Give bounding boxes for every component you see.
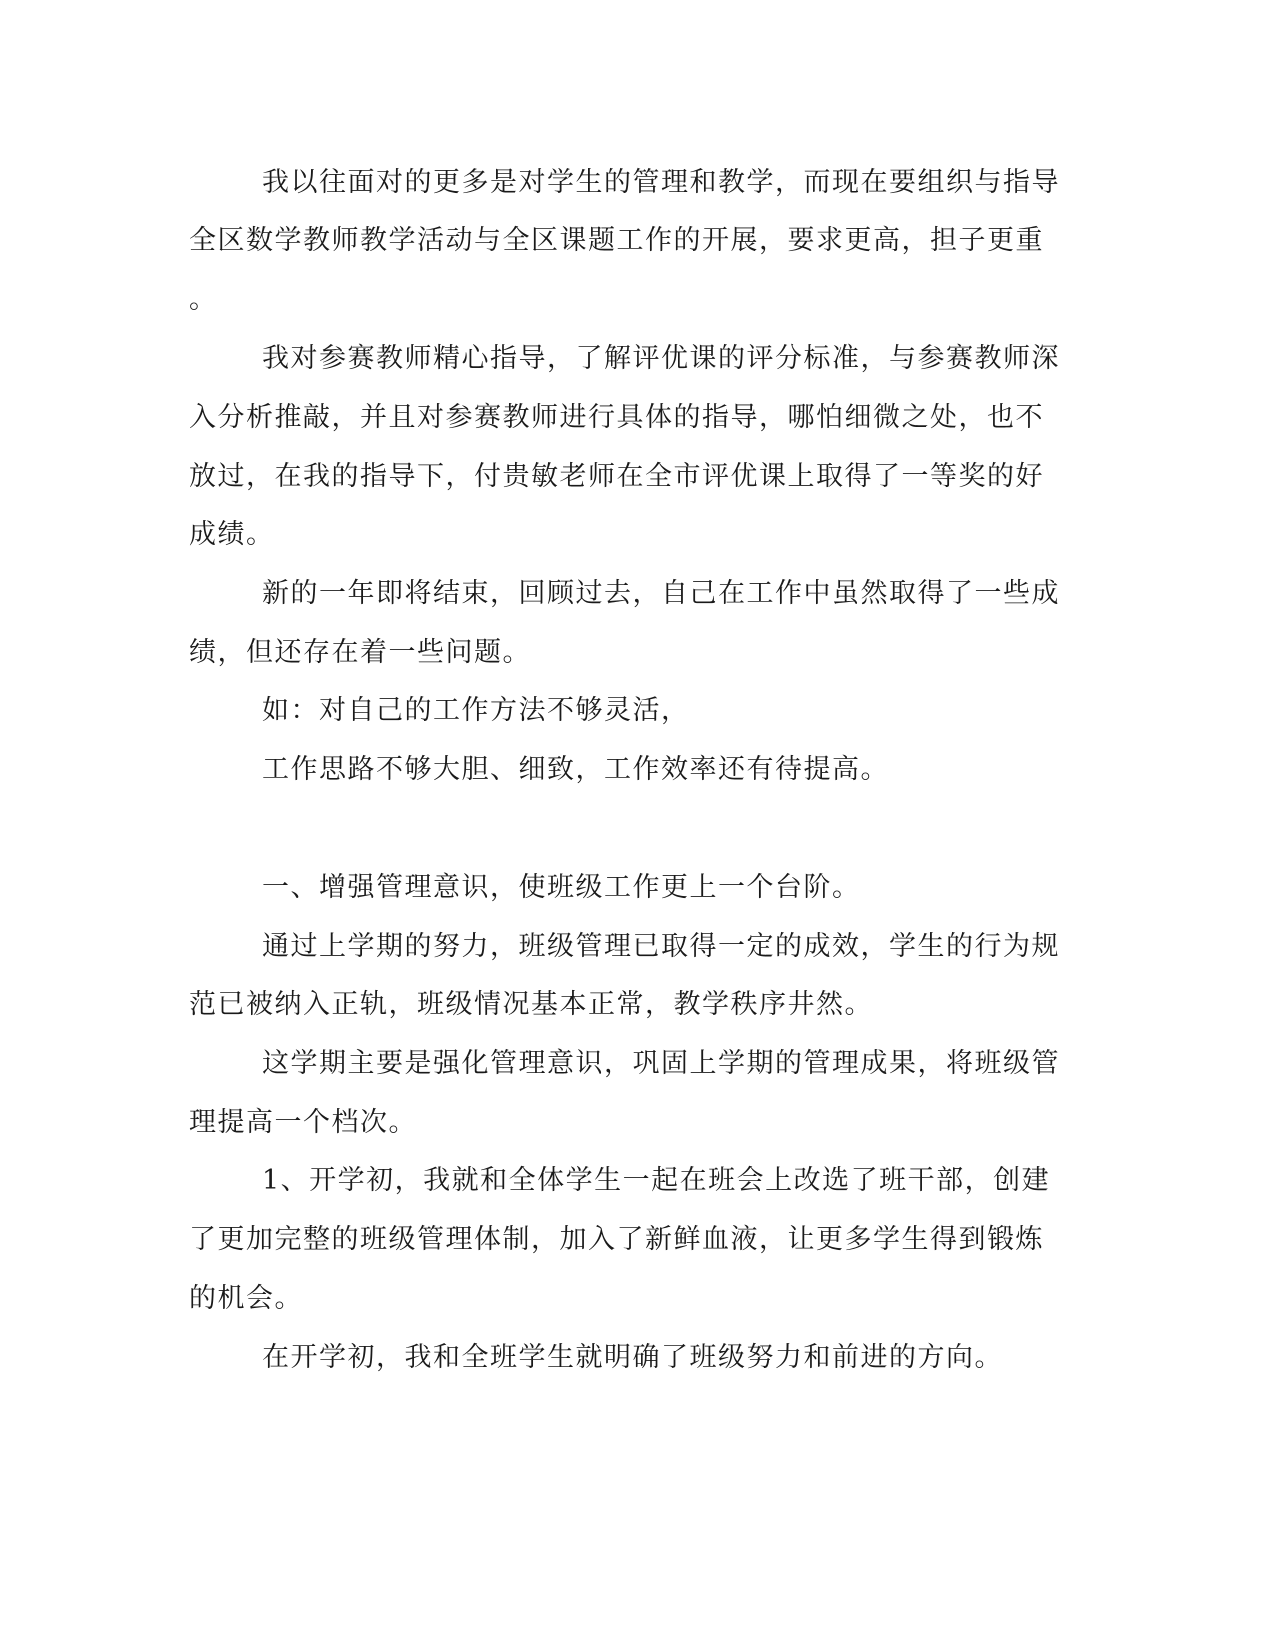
text-line: 成绩。 [189,519,275,550]
text-line: 我以往面对的更多是对学生的管理和教学，而现在要组织与指导 [262,167,1060,198]
text-line: 通过上学期的努力，班级管理已取得一定的成效，学生的行为规 [262,931,1060,962]
section-heading: 一、增强管理意识，使班级工作更上一个台阶。 [262,872,861,903]
text-line: 入分析推敲，并且对参赛教师进行具体的指导，哪怕细微之处，也不 [189,402,1044,433]
text-line: 的机会。 [189,1283,303,1314]
text-line: 。 [189,284,218,315]
text-line: 放过，在我的指导下，付贵敏老师在全市评优课上取得了一等奖的好 [189,461,1044,492]
text-line: 这学期主要是强化管理意识，巩固上学期的管理成果，将班级管 [262,1048,1060,1079]
text-line: 范已被纳入正轨，班级情况基本正常，教学秩序井然。 [189,989,873,1020]
text-line: 工作思路不够大胆、细致，工作效率还有待提高。 [262,754,889,785]
text-line: 绩，但还存在着一些问题。 [189,637,531,668]
text-line: 理提高一个档次。 [189,1107,417,1138]
text-line: 新的一年即将结束，回顾过去，自己在工作中虽然取得了一些成 [262,578,1060,609]
text-line: 我对参赛教师精心指导，了解评优课的评分标准，与参赛教师深 [262,343,1060,374]
text-line: 在开学初，我和全班学生就明确了班级努力和前进的方向。 [262,1342,1003,1373]
text-line: 如：对自己的工作方法不够灵活， [262,695,690,726]
text-line: 了更加完整的班级管理体制，加入了新鲜血液，让更多学生得到锻炼 [189,1224,1044,1255]
text-line: 1、开学初，我就和全体学生一起在班会上改选了班干部，创建 [262,1165,1051,1196]
text-line: 全区数学教师教学活动与全区课题工作的开展，要求更高，担子更重 [189,225,1044,256]
